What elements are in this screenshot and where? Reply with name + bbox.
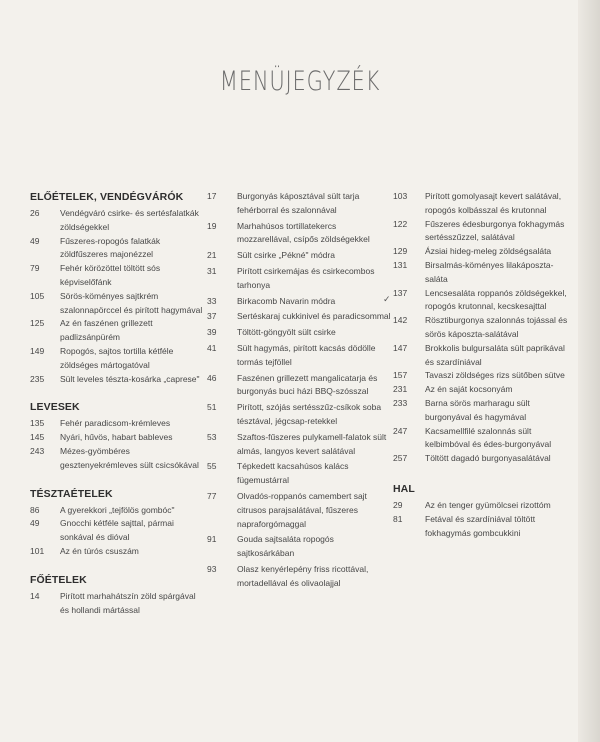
list-item xyxy=(393,342,573,370)
page-number: 243 xyxy=(30,445,45,456)
list-item xyxy=(30,590,205,618)
page-number: 46 xyxy=(207,372,217,383)
page-number: 91 xyxy=(207,534,217,545)
page-number: 14 xyxy=(30,590,40,601)
list-item xyxy=(393,190,573,218)
recipe-title: Ropogós, sajtos tortilla kétféle zöldséges mártogatóval xyxy=(60,345,174,370)
list-item xyxy=(393,314,573,342)
list-item xyxy=(30,317,205,345)
page-number: 41 xyxy=(207,342,217,353)
page-number: 101 xyxy=(30,545,45,556)
page-number: 55 xyxy=(207,461,217,472)
list-item xyxy=(207,563,392,591)
recipe-title: Az én faszénen grillezett padlizsánpürém xyxy=(60,318,153,343)
list-item xyxy=(393,369,573,383)
recipe-title: Sertéskaraj cukkinivel és paradicsommal xyxy=(237,311,391,322)
check-mark-icon: ✓ xyxy=(383,294,391,304)
recipe-title: Töltött-göngyölt sült csirke xyxy=(237,327,336,338)
list-item xyxy=(207,220,392,248)
page-number: 231 xyxy=(393,384,408,395)
page-number: 137 xyxy=(393,287,408,298)
recipe-title: Brokkolis bulgursaláta sült paprikával és szardíniával xyxy=(425,342,565,367)
page-number: 129 xyxy=(393,246,408,257)
list-item xyxy=(207,533,392,561)
column-3 xyxy=(393,190,573,554)
list-item xyxy=(393,499,573,513)
list-item xyxy=(393,452,573,466)
list-item xyxy=(30,207,205,235)
column-1 xyxy=(30,190,205,631)
page-number: 17 xyxy=(207,191,217,201)
recipe-title: Barna sörös marharagu sült burgonyával és hagymával xyxy=(425,397,530,422)
page-number: 235 xyxy=(30,373,45,384)
recipe-title: Vendégváró csirke- és sertésfalatkák zöldségekkel xyxy=(60,208,199,232)
list-item xyxy=(393,397,573,425)
list-item xyxy=(207,342,392,370)
list-item xyxy=(207,372,392,400)
recipe-title: Tépkedett kacsahúsos kalács fügemustárral xyxy=(237,461,349,486)
page-number: 21 xyxy=(207,250,217,261)
page-number: 19 xyxy=(207,220,217,231)
recipe-title: Gnocchi kétféle sajttal, pármai sonkával és dióval xyxy=(60,518,174,543)
recipe-title: Szaftos-fűszeres pulykamell-falatok sült almás, langyos kevert salátával xyxy=(237,431,387,456)
page-title: MENÜJEGYZÉK xyxy=(219,66,381,97)
recipe-title: Rösztiburgonya szalonnás tojással és sörös káposzta-salátával xyxy=(425,315,568,339)
recipe-title: Pirított csirkemájas és csirkecombos tarhonya xyxy=(237,265,375,290)
page-number: 81 xyxy=(393,513,403,524)
page-number: 105 xyxy=(30,290,45,301)
page-number: 53 xyxy=(207,431,217,442)
page-number: 233 xyxy=(393,397,408,408)
page-number: 33 xyxy=(207,295,217,306)
section-title: FŐÉTELEK xyxy=(30,573,87,586)
page-number: 135 xyxy=(30,418,45,429)
page-number: 125 xyxy=(30,318,45,329)
list-item xyxy=(30,504,205,518)
recipe-title: Fehér körözöttel töltött sós képviselőfánk xyxy=(60,263,161,287)
list-item xyxy=(30,373,205,387)
page-number: 49 xyxy=(30,518,40,529)
recipe-title: Az én túrós csuszám xyxy=(60,545,139,556)
list-item xyxy=(30,235,205,263)
list-item xyxy=(393,287,573,315)
recipe-title: Sörös-köményes sajtkrém szalonnapörccel és pirított hagymával xyxy=(60,290,203,315)
recipe-title: Fűszeres édesburgonya fokhagymás sertésszűzzel, salátával xyxy=(425,218,565,243)
recipe-title: Az én saját kocsonyám xyxy=(425,384,513,395)
page-number: 39 xyxy=(207,327,217,338)
recipe-title: Olasz kenyérlepény friss ricottával, mortadellával és olivaolajjal xyxy=(237,563,369,588)
column-2 xyxy=(207,190,392,593)
list-item xyxy=(207,490,392,531)
recipe-title: Burgonyás káposztával sült tarja fehérborral és szalonnával xyxy=(237,191,360,215)
page-number: 79 xyxy=(30,263,40,274)
section-tesztaetelek xyxy=(30,487,205,559)
recipe-title: Töltött dagadó burgonyasalátával xyxy=(425,453,551,464)
recipe-title: Pirított marhahátszín zöld spárgával és hollandi mártással xyxy=(60,590,196,615)
list-item xyxy=(207,401,392,429)
page-number: 145 xyxy=(30,432,45,443)
list-item xyxy=(30,545,205,559)
recipe-title: Pirított gomolyasajt kevert salátával, ropogós kolbásszal és krutonnal xyxy=(425,191,562,215)
page-number: 147 xyxy=(393,342,408,353)
list-item xyxy=(393,259,573,287)
page-number: 51 xyxy=(207,402,217,413)
recipe-title: Tavaszi zöldséges rizs sütőben sütve xyxy=(425,370,565,381)
recipe-title: Faszénen grillezett mangalicatarja és burgonyás buci házi BBQ-szósszal xyxy=(237,372,378,397)
page-edge-shadow xyxy=(578,0,600,742)
section-hal xyxy=(393,482,573,540)
page-number: 49 xyxy=(30,235,40,246)
recipe-title: Lencsesaláta roppanós zöldségekkel, ropogós krutonnal, kecskesajttal xyxy=(425,287,567,312)
recipe-title: Ázsiai hideg-meleg zöldségsaláta xyxy=(425,246,552,257)
recipe-title: Gouda sajtsaláta ropogós sajtkosárkában xyxy=(237,534,334,559)
list-item xyxy=(207,431,392,459)
page-number: 149 xyxy=(30,345,45,356)
recipe-title: Fetával és szardíniával töltött fokhagymás gombcukkini xyxy=(425,513,536,538)
recipe-title: Sült leveles tészta-kosárka „caprese" xyxy=(60,373,200,384)
page-number: 247 xyxy=(393,425,408,436)
section-eloetelek xyxy=(30,190,205,386)
list-item xyxy=(30,290,205,318)
list-item xyxy=(30,517,205,545)
recipe-title: Olvadós-roppanós camembert sajt citrusos parajsalátával, fűszeres napraforgómaggal xyxy=(237,490,367,529)
list-item xyxy=(30,417,205,431)
recipe-title: Mézes-gyömbéres gesztenyekrémleves sült csicsókával xyxy=(60,445,199,470)
list-item xyxy=(393,245,573,259)
recipe-title: Fehér paradicsom-krémleves xyxy=(60,418,171,429)
page-number: 86 xyxy=(30,504,40,515)
page-number: 93 xyxy=(207,563,217,574)
recipe-title: Pirított, szójás sertésszűz-csíkok soba tésztával, jégcsap-retekkel xyxy=(237,402,382,426)
page-number: 142 xyxy=(393,315,408,326)
page-number: 29 xyxy=(393,499,403,510)
page-number: 103 xyxy=(393,191,408,201)
list-item xyxy=(30,262,205,290)
page-number: 257 xyxy=(393,453,408,464)
list-item xyxy=(207,249,392,263)
list-item xyxy=(207,295,392,309)
page-number: 131 xyxy=(393,259,408,270)
page-number: 26 xyxy=(30,208,40,218)
section-foetelek xyxy=(30,573,205,618)
recipe-title: Az én tenger gyümölcsei rizottóm xyxy=(425,499,551,510)
recipe-title: A gyerekkori „tejfölös gombóc" xyxy=(60,504,175,515)
recipe-title: Fűszeres-ropogós falatkák zöldfűszeres majonézzel xyxy=(60,235,161,260)
page-number: 37 xyxy=(207,311,217,322)
recipe-title: Nyári, hűvös, habart bableves xyxy=(60,432,173,443)
list-item xyxy=(30,431,205,445)
recipe-title: Birsalmás-köményes lilakáposzta-saláta xyxy=(425,259,554,284)
page-number: 122 xyxy=(393,218,408,229)
page-number: 77 xyxy=(207,490,217,501)
recipe-title: Kacsamellfilé szalonnás sült kelbimbóval és édes-burgonyával xyxy=(425,425,552,450)
list-item xyxy=(393,383,573,397)
recipe-title: Sült csirke „Pékné" módra xyxy=(237,250,335,261)
list-item xyxy=(207,326,392,340)
section-title: LEVESEK xyxy=(30,401,80,414)
list-item xyxy=(207,460,392,488)
list-item xyxy=(207,190,392,218)
section-levesek xyxy=(30,400,205,472)
section-title: ELŐÉTELEK, VENDÉGVÁRÓK xyxy=(30,191,184,203)
list-item xyxy=(207,265,392,293)
list-item xyxy=(207,310,392,324)
list-item xyxy=(393,425,573,453)
recipe-title: Birkacomb Navarin módra xyxy=(237,295,336,306)
recipe-title: Sült hagymás, pirított kacsás dödölle tormás tejföllel xyxy=(237,342,376,367)
list-item xyxy=(30,345,205,373)
list-item xyxy=(393,218,573,246)
section-title: HAL xyxy=(393,482,415,495)
list-item xyxy=(393,513,573,541)
recipe-title: Marhahúsos tortillatekercs mozzarellával, csípős zöldségekkel xyxy=(237,220,370,245)
page-number: 31 xyxy=(207,265,217,276)
section-title: TÉSZTAÉTELEK xyxy=(30,487,113,500)
page-number: 157 xyxy=(393,370,408,381)
list-item xyxy=(30,445,205,473)
